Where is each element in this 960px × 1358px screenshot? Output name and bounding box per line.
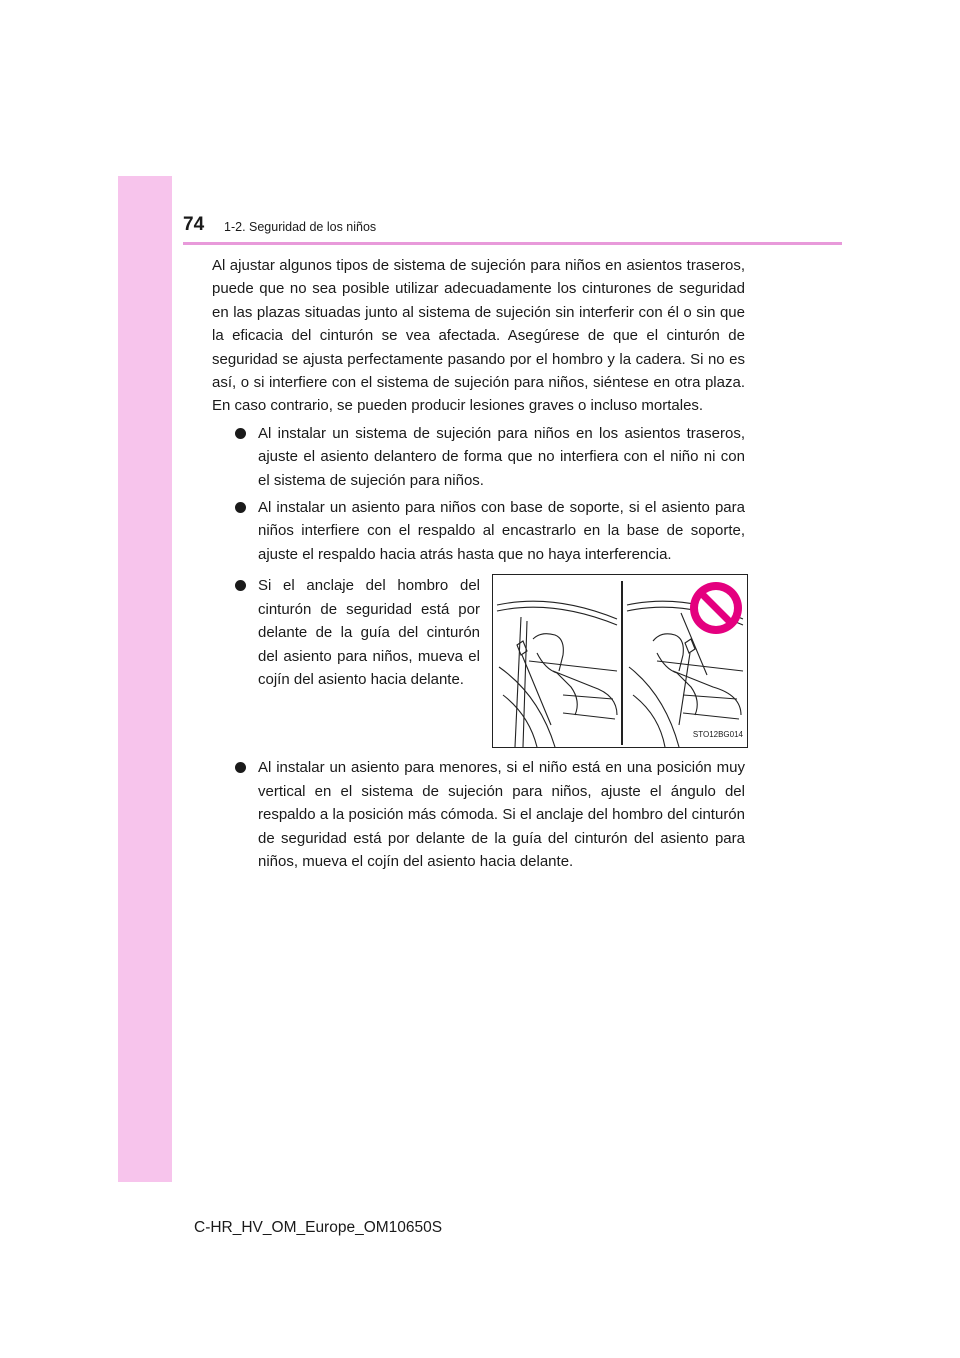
bullet-item (212, 496, 745, 566)
bullet-icon (235, 428, 246, 439)
prohibition-sign-icon (690, 582, 742, 634)
bullet-text: Al instalar un asiento para menores, si el niño está en una posición muy vertical en el sistema de sujeción para niños, ajuste el ángulo del respaldo a la posición más cómoda. Si el anclaje del hombro del cinturón de seguridad está por delante de la guía del cinturón del asiento para niños, mueva el cojín del asiento hacia delante. (258, 759, 745, 870)
bullet-item (212, 574, 480, 691)
page-number: 74 (183, 214, 205, 235)
chapter-side-tab (118, 176, 172, 1182)
bullet-icon (235, 580, 246, 591)
main-content (212, 254, 745, 873)
bullet-icon (235, 762, 246, 773)
section-title: 1-2. Seguridad de los niños (224, 220, 377, 234)
bullet-item (212, 756, 745, 873)
bullet-text: Si el anclaje del hombro del cinturón de seguridad está por delante de la guía del cinturón del asiento para niños, mueva el cojín del asiento hacia delante. (258, 577, 480, 688)
figure-code: STO12BG014 (692, 729, 743, 739)
bullet-text: Al instalar un sistema de sujeción para niños en los asientos traseros, ajuste el asiento delantero de forma que no interfiera con el niño ni con el sistema de sujeción para niños. (258, 424, 745, 489)
seat-belt-illustration (492, 574, 748, 748)
correct-installation-drawing (497, 601, 617, 747)
bullet-with-figure (212, 574, 745, 752)
document-id: C-HR_HV_OM_Europe_OM10650S (194, 1219, 443, 1236)
header-rule (183, 242, 842, 245)
bullet-icon (235, 502, 246, 513)
bullet-text: Al instalar un asiento para niños con base de soporte, si el asiento para niños interfiere con el respaldo al encastrarlo en la base de soporte, ajuste el respaldo hacia atrás hasta que no haya interferencia. (258, 499, 745, 563)
intro-paragraph: Al ajustar algunos tipos de sistema de sujeción para niños en asientos traseros, puede que no sea posible utilizar adecuadamente los cinturones de seguridad en las plazas situadas junto al sistema de sujeción sin interferir con él o sin que la eficacia del cinturón se vea afectada. Asegúrese de que el cinturón de seguridad se ajusta perfectamente pasando por el hombro y la cadera. Si no es así, o si interfiere con el sistema de sujeción para niños, siéntese en otra plaza. En caso contrario, se pueden producir lesiones graves o incluso mortales. (212, 257, 745, 415)
seat-belt-drawing (493, 575, 747, 747)
bullet-item (212, 422, 745, 492)
